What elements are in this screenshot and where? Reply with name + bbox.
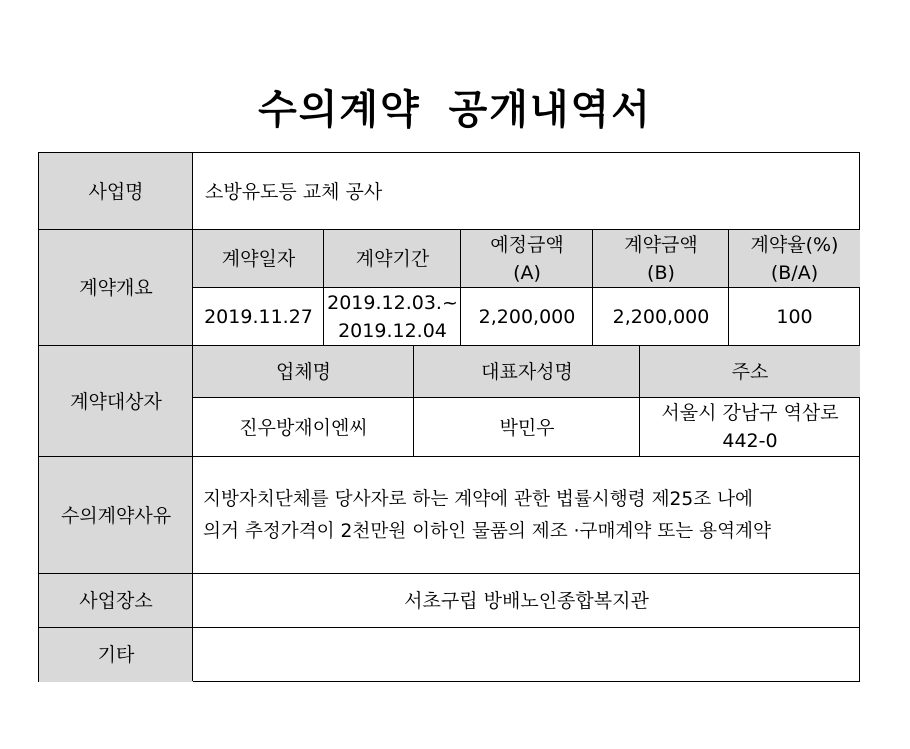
reason-label: 수의계약사유 [39, 457, 193, 574]
company-name-header: 업체명 [193, 346, 414, 398]
location-value: 서초구립 방배노인종합복지관 [404, 590, 649, 612]
contract-amount-value: 2,200,000 [612, 306, 710, 328]
grid-line [460, 230, 461, 346]
contract-period-value: 2019.12.03.~ 2019.12.04 [327, 292, 458, 342]
representative-header: 대표자성명 [414, 346, 640, 398]
grid-line [39, 573, 860, 574]
address-header: 주소 [640, 346, 860, 398]
estimated-amount-value: 2,200,000 [478, 306, 576, 328]
document-title: 수의계약 공개내역서 [258, 87, 652, 133]
contract-date-value: 2019.11.27 [204, 306, 313, 328]
grid-line [39, 627, 860, 628]
grid-line [193, 397, 860, 398]
contract-rate-header: 계약율(%) (B/A) [729, 230, 860, 288]
company-name-value: 진우방재이엔씨 [239, 416, 368, 439]
grid-line [728, 230, 729, 346]
project-name-label: 사업명 [39, 153, 193, 230]
project-name-value: 소방유도등 교체 공사 [205, 180, 383, 203]
grid-line [413, 346, 414, 457]
grid-line [39, 229, 860, 230]
contract-overview-label: 계약개요 [39, 230, 193, 346]
etc-label: 기타 [39, 628, 193, 682]
contract-date-header: 계약일자 [193, 230, 324, 288]
address-value: 서울시 강남구 역삼로 442-0 [661, 402, 839, 452]
estimated-amount-header: 예정금액 (A) [461, 230, 593, 288]
location-label: 사업장소 [39, 574, 193, 628]
representative-value: 박민우 [499, 416, 555, 439]
reason-value: 지방자치단체를 당사자로 하는 계약에 관한 법률시행령 제25조 나에 의거 추정가격이 2천만원 이하인 물품의 제조 ·구매계약 또는 용역계약 [203, 488, 771, 542]
grid-line [39, 456, 860, 457]
contract-disclosure-table [38, 152, 860, 682]
contractor-label: 계약대상자 [39, 346, 193, 457]
contract-rate-value: 100 [776, 306, 813, 328]
etc-value [193, 628, 860, 682]
grid-line [592, 230, 593, 346]
grid-line [192, 153, 193, 681]
grid-line [639, 346, 640, 457]
grid-line [323, 230, 324, 346]
grid-line [39, 345, 860, 346]
grid-line [193, 287, 860, 288]
contract-amount-header: 계약금액 (B) [593, 230, 729, 288]
contract-period-header: 계약기간 [324, 230, 461, 288]
